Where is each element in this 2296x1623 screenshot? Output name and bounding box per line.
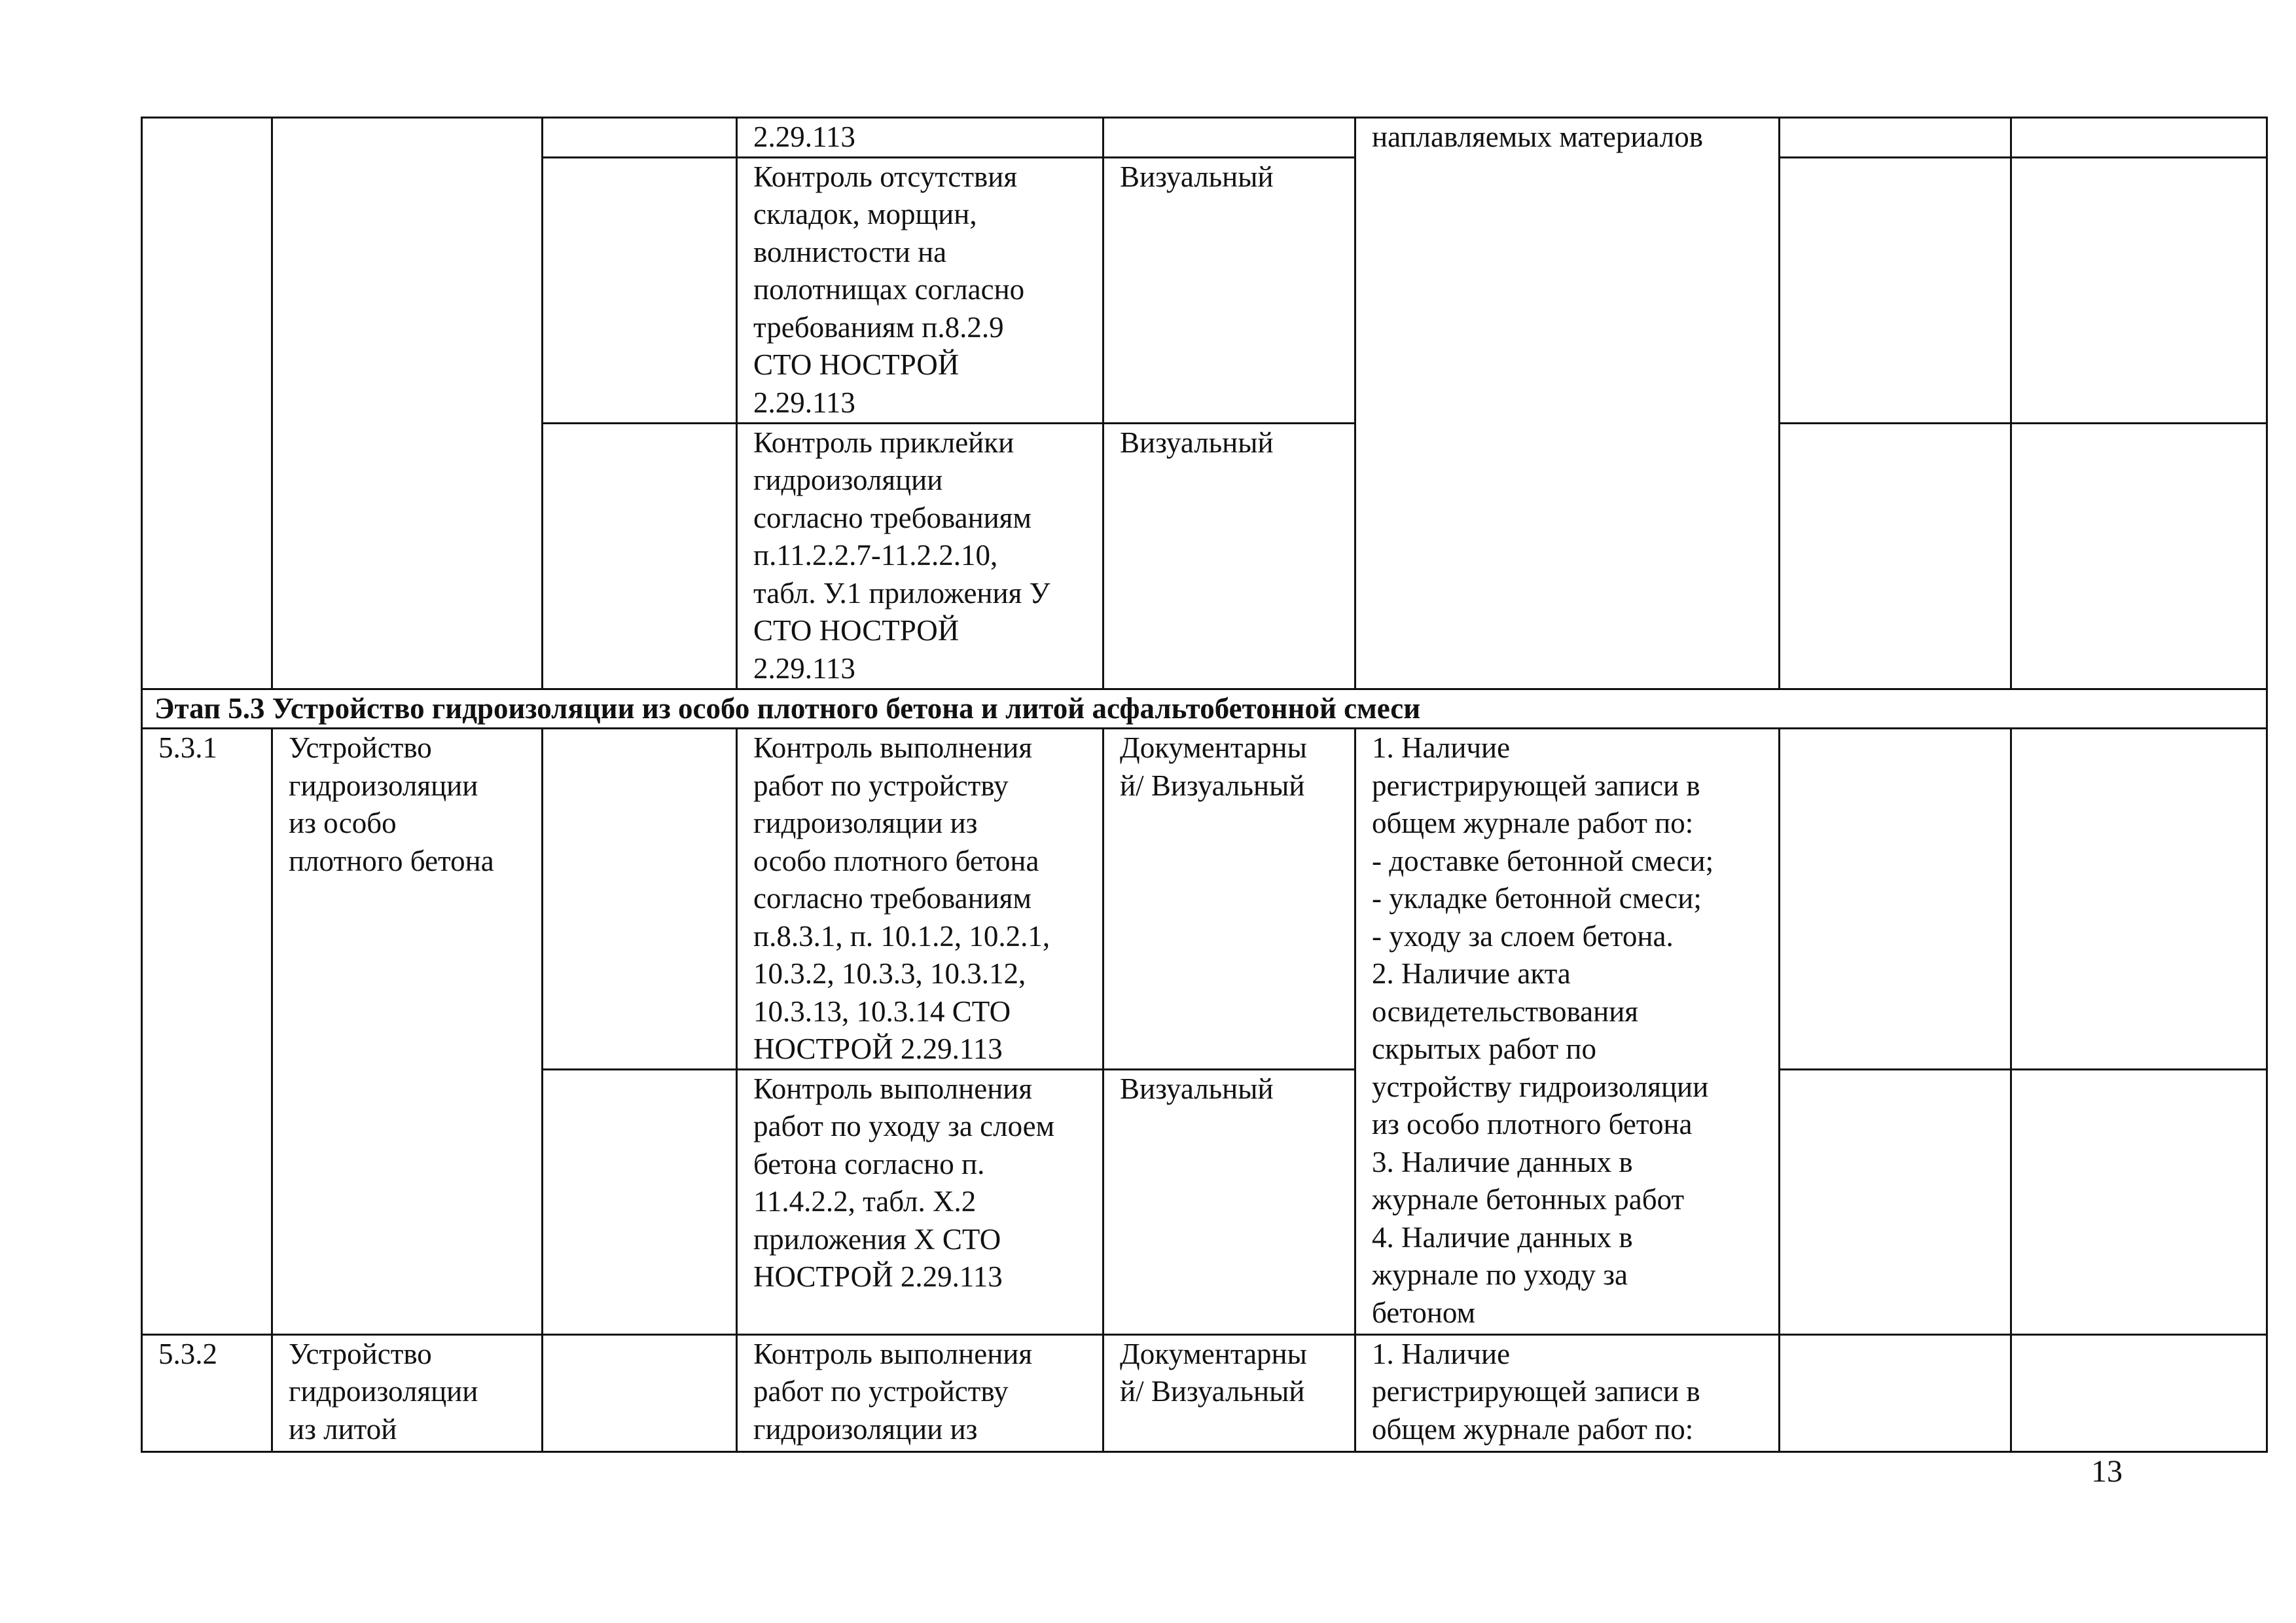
empty-cell <box>1780 729 2011 1070</box>
empty-cell <box>543 157 737 423</box>
num-cell: 5.3.1 <box>142 729 272 1335</box>
empty-cell <box>543 729 737 1070</box>
criterion-cell: Контроль выполнения работ по устройству гидроизоляции из <box>737 1334 1103 1451</box>
evidence-cell: 1. Наличие регистрирующей записи в общем журнале работ по: - доставке бетонной смеси; - укладке бетонной смеси; - уходу за слоем бетона. 2. Наличие акта освидетельствования скрытых работ по устройству гидроизоляции из особо плотного бетона 3. Наличие данных в журнале бетонных работ 4. Наличие данных в журнале по уходу за бетоном <box>1355 729 1780 1335</box>
empty-cell <box>2011 1334 2267 1451</box>
name-cell: Устройство гидроизоляции из особо плотного бетона <box>272 729 543 1335</box>
method-cell: Документарны й/ Визуальный <box>1103 1334 1355 1451</box>
empty-cell <box>2011 118 2267 158</box>
evidence-cell: 1. Наличие регистрирующей записи в общем журнале работ по: <box>1355 1334 1780 1451</box>
method-cell: Визуальный <box>1103 423 1355 689</box>
name-cell: Устройство гидроизоляции из литой <box>272 1334 543 1451</box>
empty-cell <box>1780 118 2011 158</box>
empty-cell <box>1780 1334 2011 1451</box>
table-row <box>142 1334 2267 1451</box>
method-cell: Документарны й/ Визуальный <box>1103 729 1355 1070</box>
empty-cell <box>2011 729 2267 1070</box>
empty-cell <box>1780 1069 2011 1334</box>
num-cell: 5.3.2 <box>142 1334 272 1451</box>
method-cell: Визуальный <box>1103 157 1355 423</box>
table-row <box>142 729 2267 1070</box>
name-cell <box>272 118 543 689</box>
page-number: 13 <box>2091 1454 2123 1489</box>
empty-cell <box>1780 157 2011 423</box>
stage-row <box>142 689 2267 729</box>
stage-heading: Этап 5.3 Устройство гидроизоляции из особо плотного бетона и литой асфальтобетонной смеси <box>142 689 2267 729</box>
method-cell: Визуальный <box>1103 1069 1355 1334</box>
empty-cell <box>543 423 737 689</box>
empty-cell <box>2011 423 2267 689</box>
empty-cell <box>543 118 737 158</box>
table-row <box>142 118 2267 158</box>
criterion-cell: 2.29.113 <box>737 118 1103 158</box>
evidence-cell: наплавляемых материалов <box>1355 118 1780 689</box>
num-cell <box>142 118 272 689</box>
empty-cell <box>543 1069 737 1334</box>
criterion-cell: Контроль отсутствия складок, морщин, волнистости на полотнищах согласно требованиям п.8.2.9 СТО НОСТРОЙ 2.29.113 <box>737 157 1103 423</box>
empty-cell <box>2011 157 2267 423</box>
criterion-cell: Контроль приклейки гидроизоляции согласно требованиям п.11.2.2.7-11.2.2.10, табл. У.1 приложения У СТО НОСТРОЙ 2.29.113 <box>737 423 1103 689</box>
empty-cell <box>1780 423 2011 689</box>
criterion-cell: Контроль выполнения работ по устройству гидроизоляции из особо плотного бетона согласно требованиям п.8.3.1, п. 10.1.2, 10.2.1, 10.3.2, 10.3.3, 10.3.12, 10.3.13, 10.3.14 СТО НОСТРОЙ 2.29.113 <box>737 729 1103 1070</box>
control-table <box>141 117 2268 1453</box>
empty-cell <box>543 1334 737 1451</box>
empty-cell <box>2011 1069 2267 1334</box>
method-cell <box>1103 118 1355 158</box>
criterion-cell: Контроль выполнения работ по уходу за слоем бетона согласно п. 11.4.2.2, табл. Х.2 приложения Х СТО НОСТРОЙ 2.29.113 <box>737 1069 1103 1334</box>
